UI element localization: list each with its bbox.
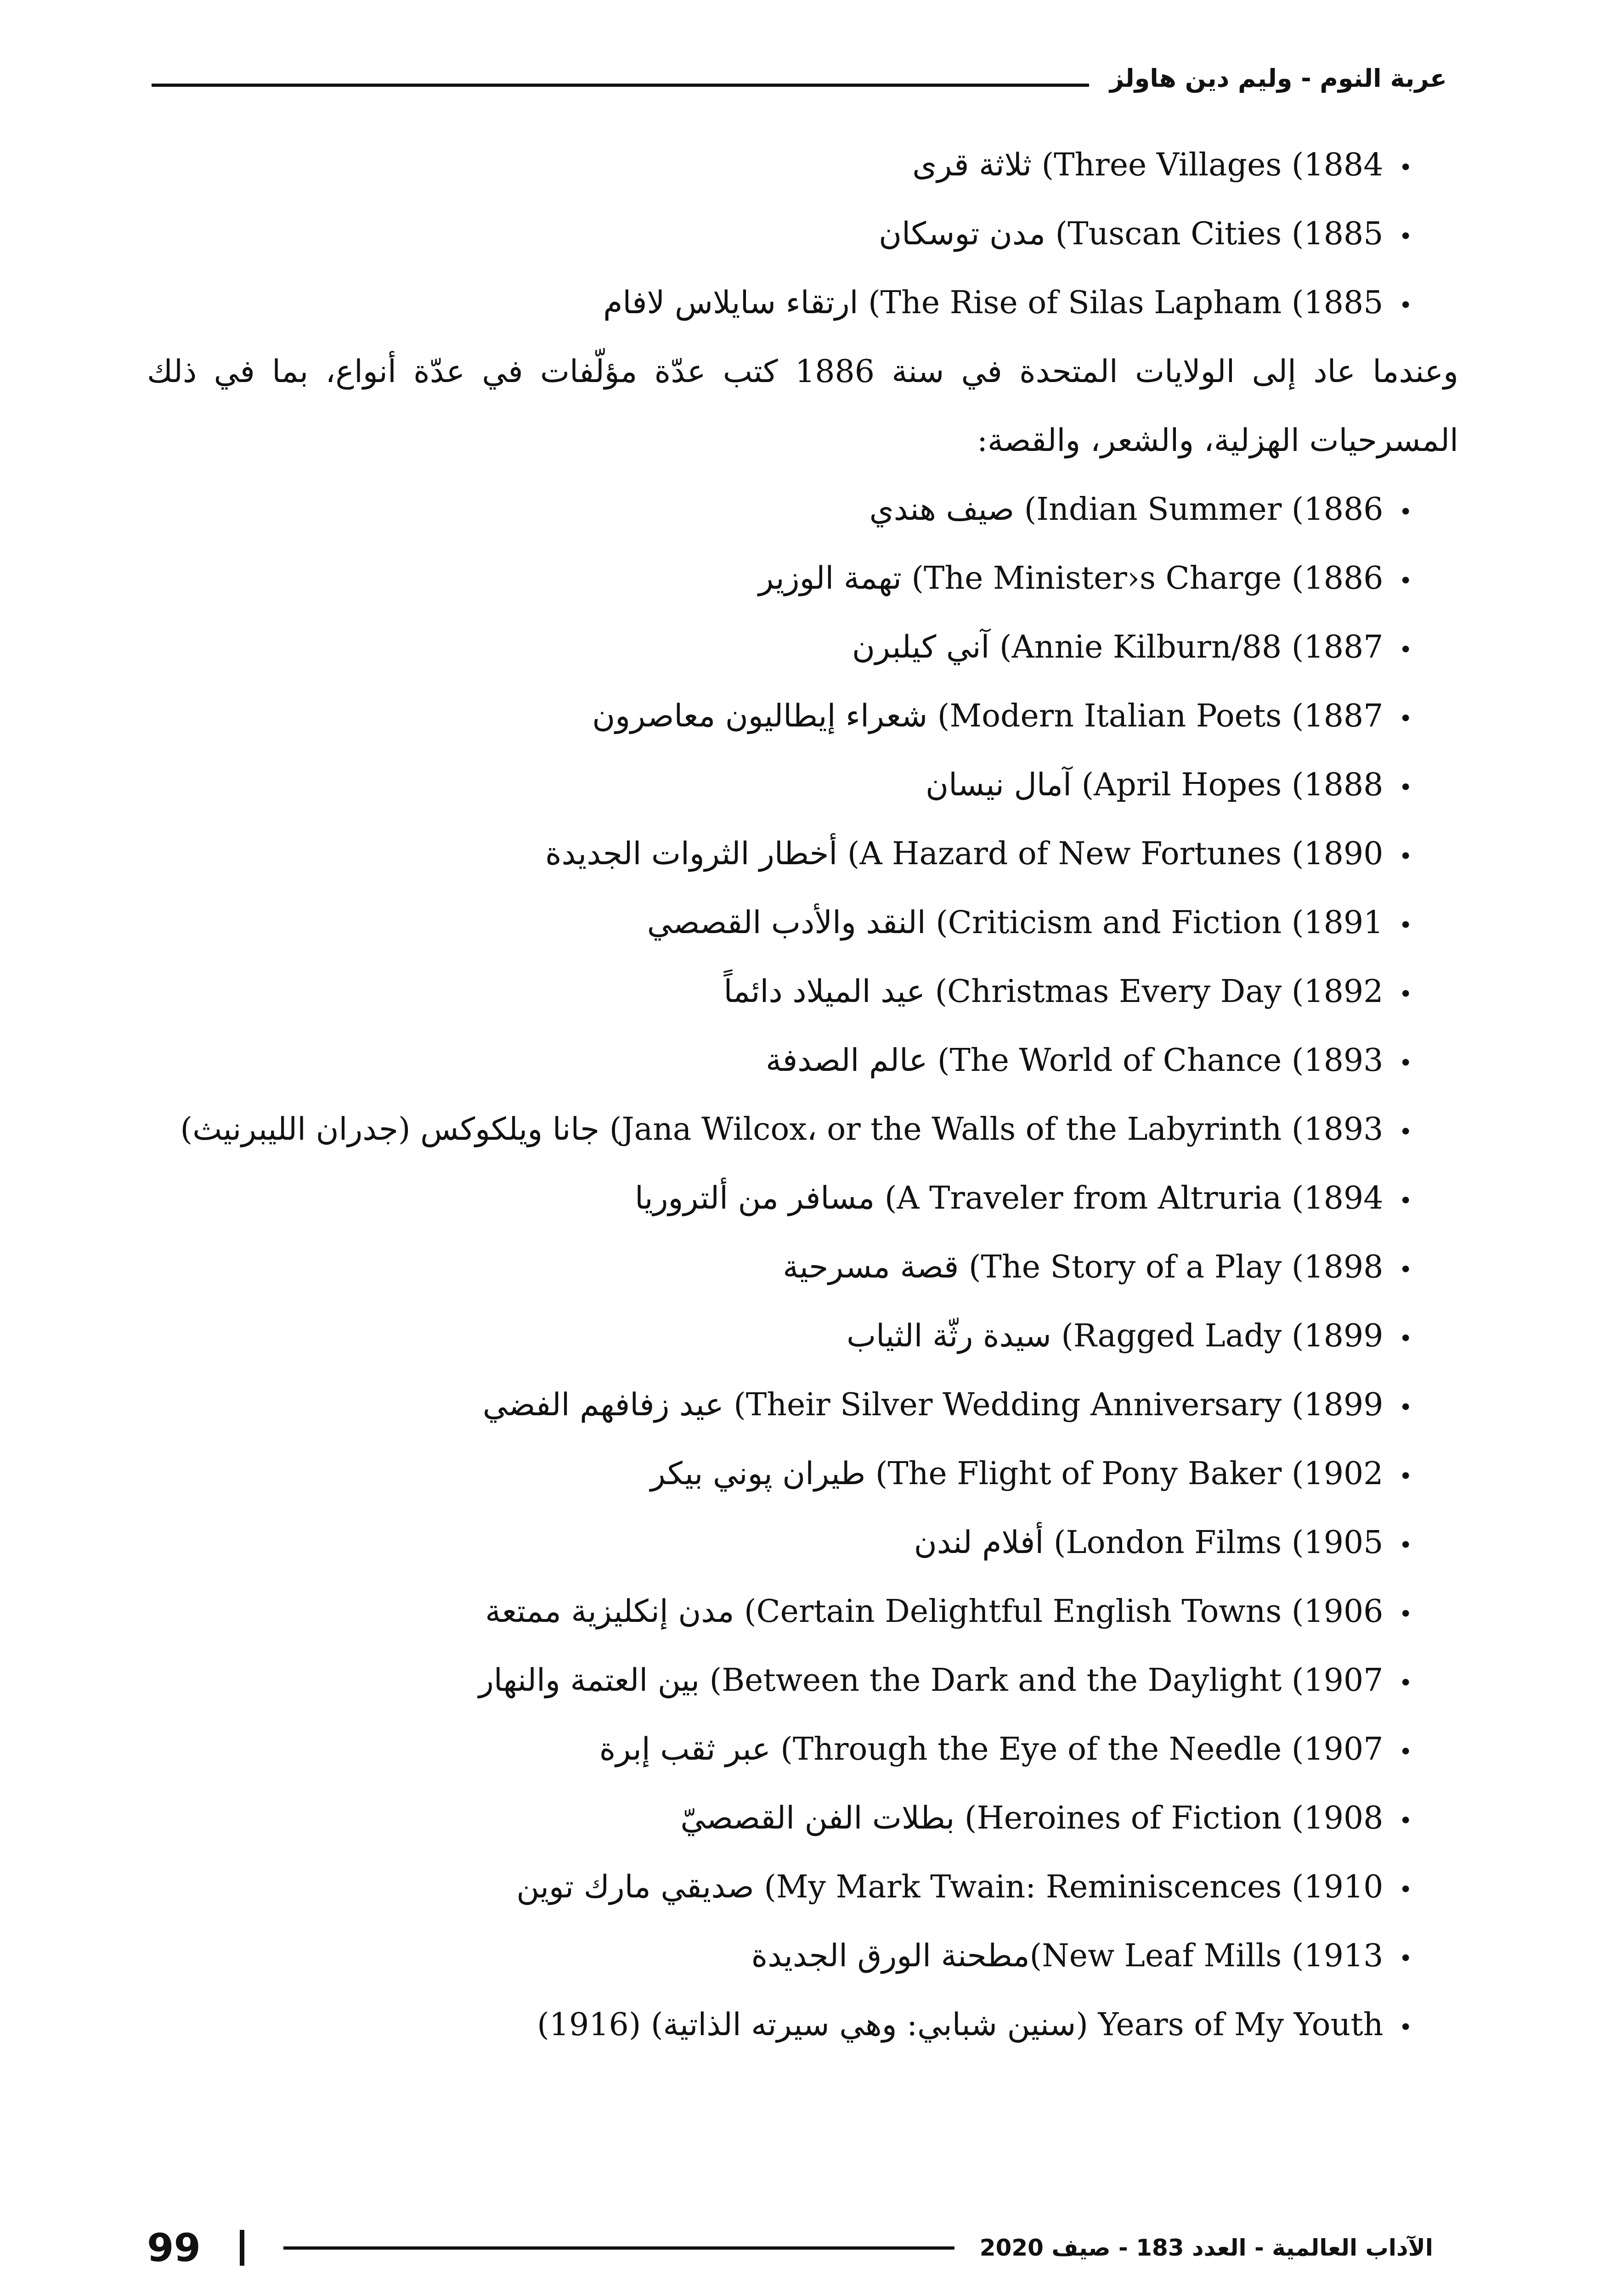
bullet-icon: •	[1399, 1807, 1412, 1834]
list-item	[147, 544, 1458, 613]
list-item	[147, 1233, 1458, 1302]
bullet-icon: •	[1399, 154, 1412, 181]
list-item-text: 1891) Criticism and Fiction) النقد والأدب القصصي	[647, 905, 1383, 941]
list-item-text: 1893) The World of Chance) عالم الصدفة	[766, 1042, 1383, 1079]
list-item-text: 1899) Their Silver Wedding Anniversary) عيد زفافهم الفضي	[482, 1387, 1383, 1423]
page-footer	[147, 2223, 1433, 2273]
list-item	[147, 1164, 1458, 1233]
bullet-icon: •	[1399, 1945, 1412, 1972]
bullet-icon: •	[1399, 980, 1412, 1007]
bullet-icon: •	[1399, 1876, 1412, 1903]
list-item	[147, 1646, 1458, 1715]
running-header	[152, 53, 1447, 103]
list-item	[147, 820, 1458, 889]
list-item	[147, 1508, 1458, 1577]
bullet-icon: •	[1399, 1531, 1412, 1559]
list-item-text: 1884) Three Villages) ثلاثة قرى	[912, 147, 1383, 183]
list-item	[147, 1991, 1458, 2060]
bullet-icon: •	[1399, 1463, 1412, 1490]
bullet-icon: •	[1399, 636, 1412, 663]
header-title: عربة النوم - وليم دين هاولز	[1109, 63, 1447, 93]
bullet-icon: •	[1399, 705, 1412, 732]
bullet-icon: •	[1399, 1738, 1412, 1765]
list-item-text: 1887) Modern Italian Poets) شعراء إيطاليون معاصرون	[592, 698, 1383, 734]
bullet-icon: •	[1399, 567, 1412, 594]
list-item-text: 1902) The Flight of Pony Baker) طيران پوني بيكر	[650, 1456, 1383, 1492]
bullet-icon: •	[1399, 774, 1412, 801]
bullet-icon: •	[1399, 1394, 1412, 1421]
list-item	[147, 269, 1458, 338]
list-item-text: 1890) A Hazard of New Fortunes) أخطار الثروات الجديدة	[545, 836, 1383, 872]
list-item	[147, 751, 1458, 820]
bullet-icon: •	[1399, 1600, 1412, 1627]
list-item-text: 1886) Indian Summer) صيف هندي	[869, 491, 1383, 528]
bullet-icon: •	[1399, 1118, 1412, 1145]
bullet-icon: •	[1399, 1325, 1412, 1352]
list-item	[147, 613, 1458, 682]
list-item	[147, 1853, 1458, 1922]
list-item	[147, 131, 1458, 200]
list-item-text: 1892) Christmas Every Day) عيد الميلاد دائماً	[723, 974, 1383, 1010]
list-item-text: 1899) Ragged Lady) سيدة رثّة الثياب	[847, 1318, 1383, 1354]
list-item	[147, 1371, 1458, 1440]
list-item-text: 1894) A Traveler from Altruria) مسافر من ألتروريا	[635, 1180, 1383, 1216]
list-item	[147, 200, 1458, 269]
list-item-text: Years of My Youth (سنين شبابي: وهي سيرته الذاتية) (1916)	[537, 2007, 1383, 2043]
works-list-2	[147, 475, 1458, 2060]
journal-issue-label: الآداب العالمية - العدد 183 - صيف 2020	[979, 2234, 1433, 2261]
list-item-text: 1885) The Rise of Silas Lapham) ارتقاء سايلاس لافام	[603, 285, 1383, 321]
list-item	[147, 957, 1458, 1026]
bullet-icon: •	[1399, 2014, 1412, 2041]
list-item	[147, 1440, 1458, 1508]
list-item-text: 1910) My Mark Twain: Reminiscences) صديقي مارك توين	[516, 1869, 1383, 1905]
list-item-text: 1898) The Story of a Play) قصة مسرحية	[783, 1249, 1383, 1285]
bullet-icon: •	[1399, 1049, 1412, 1076]
body-paragraph-line-2: المسرحيات الهزلية، والشعر، والقصة:	[977, 422, 1458, 459]
footer-rule	[283, 2246, 954, 2250]
list-item-text: 1885) Tuscan Cities) مدن توسكان	[879, 216, 1383, 252]
bullet-icon: •	[1399, 223, 1412, 250]
bullet-icon: •	[1399, 292, 1412, 319]
list-item	[147, 889, 1458, 957]
main-content	[147, 131, 1458, 2060]
list-item-text: 1907) Between the Dark and the Daylight) بين العتمة والنهار	[479, 1662, 1383, 1699]
list-item	[147, 1922, 1458, 1991]
list-item-text: 1906) Certain Delightful English Towns) مدن إنكليزية ممتعة	[485, 1593, 1383, 1630]
list-item	[147, 1302, 1458, 1371]
bullet-icon: •	[1399, 1669, 1412, 1696]
list-item-text: 1893) Jana Wilcox، or the Walls of the Labyrinth) جانا ويلكوكس (جدران الليبرنيث)	[180, 1111, 1383, 1148]
page-number: 99	[147, 2225, 201, 2270]
list-item	[147, 1577, 1458, 1646]
list-item	[147, 1784, 1458, 1853]
bullet-icon: •	[1399, 498, 1412, 525]
list-item-text: 1913) New Leaf Mills)مطحنة الورق الجديدة	[751, 1938, 1383, 1974]
footer-separator-bar	[240, 2230, 244, 2266]
list-item-text: 1888) April Hopes) آمال نيسان	[926, 767, 1383, 803]
list-item	[147, 1026, 1458, 1095]
header-rule	[152, 84, 1089, 87]
bullet-icon: •	[1399, 912, 1412, 939]
bullet-icon: •	[1399, 1256, 1412, 1283]
bullet-icon: •	[1399, 843, 1412, 870]
list-item-text: 1905) London Films) أفلام لندن	[914, 1525, 1383, 1561]
list-item	[147, 682, 1458, 751]
list-item-text: 1908) Heroines of Fiction) بطلات الفن القصصيّ	[680, 1800, 1383, 1836]
body-paragraph-line-1: وعندما عاد إلى الولايات المتحدة في سنة 1886 كتب عدّة مؤلّفات في عدّة أنواع، بما في ذلك	[147, 354, 1458, 390]
list-item	[147, 1095, 1458, 1164]
bullet-icon: •	[1399, 1187, 1412, 1214]
list-item-text: 1887) 88/Annie Kilburn) آني كيلبرن	[852, 629, 1383, 665]
list-item	[147, 1715, 1458, 1784]
works-list-1	[147, 131, 1458, 338]
list-item-text: 1886) The Minister›s Charge) تهمة الوزير	[758, 560, 1383, 597]
list-item	[147, 475, 1458, 544]
list-item-text: 1907) Through the Eye of the Needle) عبر ثقب إبرة	[599, 1731, 1383, 1767]
